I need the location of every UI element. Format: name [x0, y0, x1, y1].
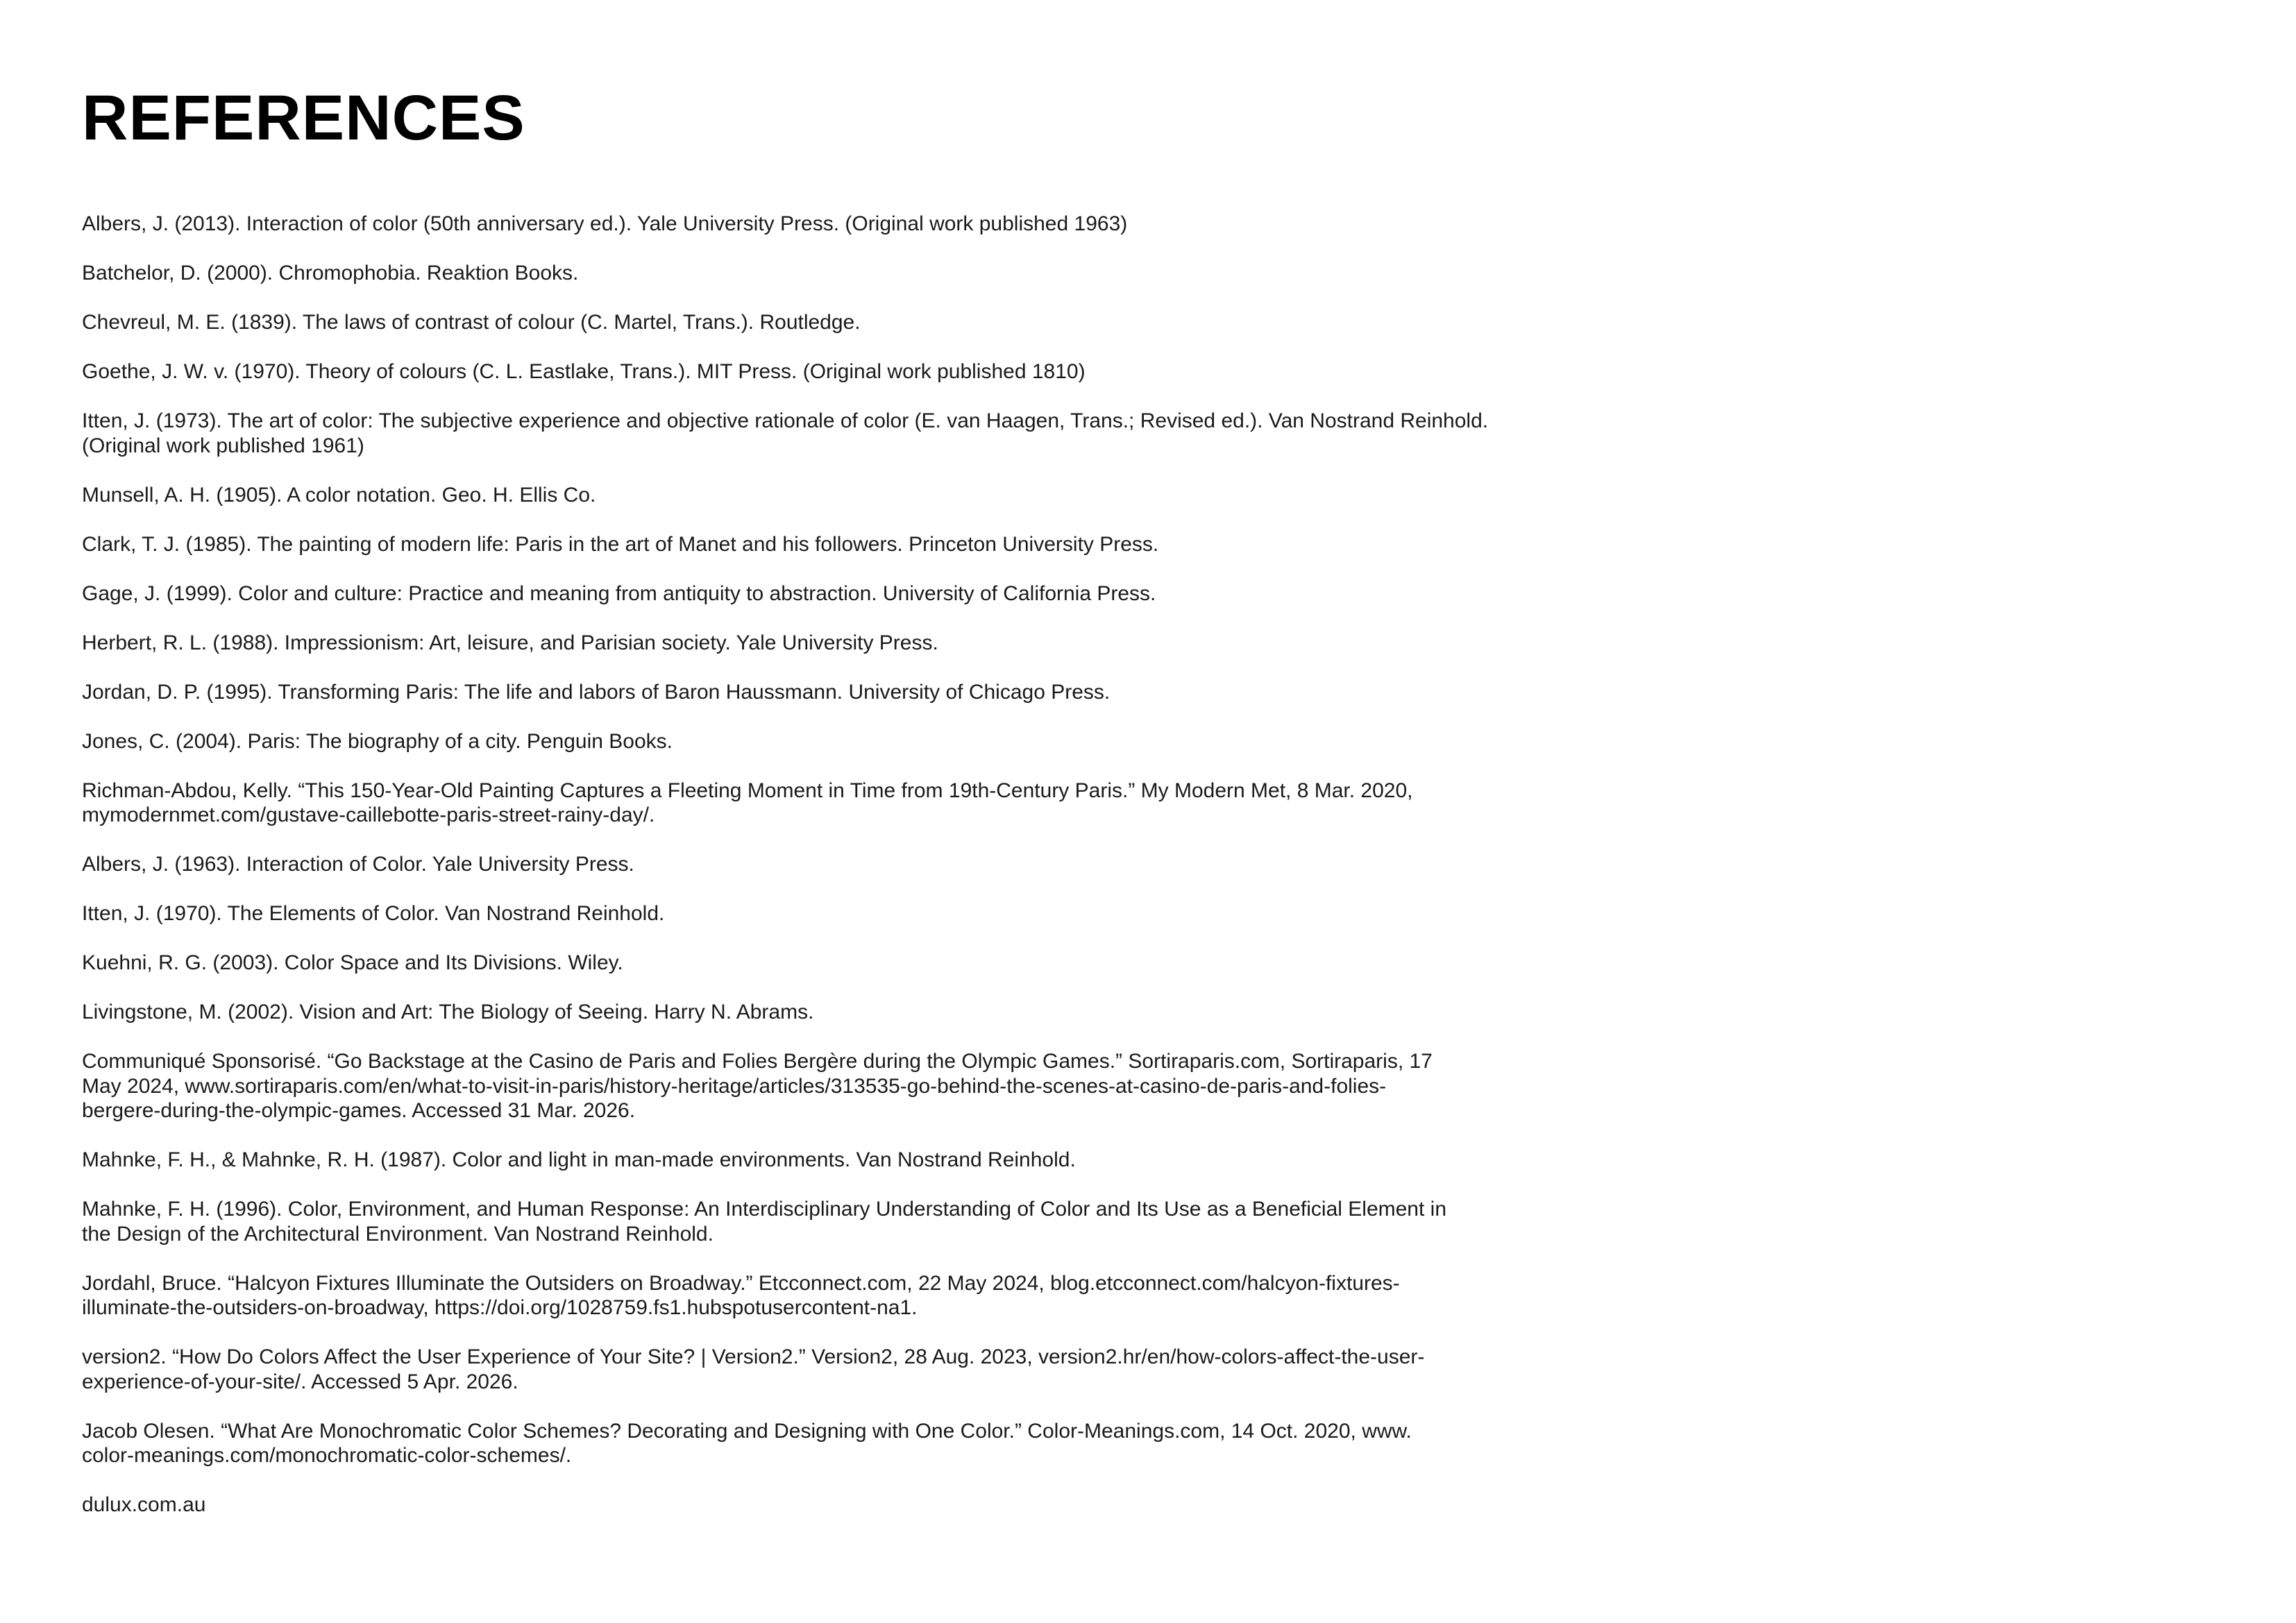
- reference-entry: [82, 852, 1623, 877]
- page-title: REFERENCES: [82, 83, 525, 153]
- reference-entry: [82, 310, 1623, 335]
- reference-text-line: Jordahl, Bruce. “Halcyon Fixtures Illuminate the Outsiders on Broadway.” Etcconnect.com, 22 May 2024, blog.etcconnect.com/halcyon-fixtures-: [82, 1271, 1400, 1295]
- reference-text-line: dulux.com.au: [82, 1493, 206, 1516]
- reference-entry: [82, 631, 1623, 656]
- reference-text-line: illuminate-the-outsiders-on-broadway, https://doi.org/1028759.fs1.hubspotusercontent-na1.: [82, 1296, 918, 1319]
- reference-entry: [82, 1197, 1623, 1246]
- reference-entry: [82, 581, 1623, 606]
- reference-text-line: Livingstone, M. (2002). Vision and Art: The Biology of Seeing. Harry N. Abrams.: [82, 1001, 814, 1023]
- reference-text-line: May 2024, www.sortiraparis.com/en/what-to-visit-in-paris/history-heritage/articles/313535-go-behind-the-scenes-at-casino-de-paris-and-folies-: [82, 1074, 1387, 1098]
- reference-text-line: bergere-during-the-olympic-games. Accessed 31 Mar. 2026.: [82, 1099, 636, 1122]
- reference-text-line: Gage, J. (1999). Color and culture: Practice and meaning from antiquity to abstraction. University of California Press.: [82, 581, 1156, 605]
- reference-list: [82, 212, 1623, 1542]
- reference-entry: [82, 1271, 1623, 1320]
- reference-entry: [82, 951, 1623, 976]
- reference-text-line: the Design of the Architectural Environment. Van Nostrand Reinhold.: [82, 1222, 714, 1246]
- reference-text-line: Herbert, R. L. (1988). Impressionism: Art, leisure, and Parisian society. Yale University Press.: [82, 631, 938, 654]
- reference-text-line: Mahnke, F. H. (1996). Color, Environment, and Human Response: An Interdisciplinary Understanding of Color and Its Use as a Beneficial Element in: [82, 1198, 1447, 1221]
- reference-entry: [82, 680, 1623, 705]
- reference-text-line: Albers, J. (1963). Interaction of Color. Yale University Press.: [82, 853, 634, 876]
- reference-entry: [82, 729, 1623, 754]
- reference-text-line: Goethe, J. W. v. (1970). Theory of colours (C. L. Eastlake, Trans.). MIT Press. (Original work published 1810): [82, 360, 1086, 383]
- reference-text-line: Batchelor, D. (2000). Chromophobia. Reaktion Books.: [82, 262, 579, 284]
- reference-entry: [82, 901, 1623, 926]
- reference-entry: [82, 359, 1623, 384]
- reference-entry: [82, 532, 1623, 557]
- reference-text-line: Munsell, A. H. (1905). A color notation. Geo. H. Ellis Co.: [82, 483, 596, 507]
- reference-text-line: Mahnke, F. H., & Mahnke, R. H. (1987). Color and light in man-made environments. Van Nostrand Reinhold.: [82, 1148, 1076, 1171]
- reference-text-line: Communiqué Sponsorisé. “Go Backstage at the Casino de Paris and Folies Bergère during the Olympic Games.” Sortiraparis.com, Sortiraparis, 17: [82, 1050, 1433, 1073]
- reference-text-line: Kuehni, R. G. (2003). Color Space and Its Divisions. Wiley.: [82, 951, 623, 974]
- reference-text-line: (Original work published 1961): [82, 434, 364, 457]
- reference-entry: [82, 779, 1623, 828]
- reference-text-line: Itten, J. (1973). The art of color: The subjective experience and objective rationale of color (E. van Haagen, Trans.; Revised ed.). Van Nostrand Reinhold.: [82, 409, 1489, 432]
- reference-entry: [82, 1049, 1623, 1123]
- reference-text-line: Itten, J. (1970). The Elements of Color. Van Nostrand Reinhold.: [82, 902, 665, 925]
- reference-entry: [82, 483, 1623, 508]
- reference-entry: [82, 1493, 1623, 1518]
- reference-entry: [82, 1345, 1623, 1394]
- reference-entry: [82, 1148, 1623, 1173]
- reference-text-line: Jordan, D. P. (1995). Transforming Paris: The life and labors of Baron Haussmann. University of Chicago Press.: [82, 680, 1111, 704]
- reference-entry: [82, 261, 1623, 286]
- reference-entry: [82, 1419, 1623, 1468]
- reference-text-line: Jacob Olesen. “What Are Monochromatic Color Schemes? Decorating and Designing with One Color.” Color-Meanings.com, 14 Oct. 2020, www.: [82, 1419, 1412, 1443]
- reference-text-line: Clark, T. J. (1985). The painting of modern life: Paris in the art of Manet and his followers. Princeton University Press.: [82, 532, 1159, 556]
- reference-text-line: Chevreul, M. E. (1839). The laws of contrast of colour (C. Martel, Trans.). Routledge.: [82, 311, 861, 334]
- reference-text-line: Albers, J. (2013). Interaction of color (50th anniversary ed.). Yale University Press. (Original work published 1963): [82, 212, 1128, 235]
- reference-text-line: experience-of-your-site/. Accessed 5 Apr. 2026.: [82, 1370, 518, 1393]
- reference-text-line: Richman-Abdou, Kelly. “This 150-Year-Old Painting Captures a Fleeting Moment in Time from 19th-Century Paris.” My Modern Met, 8 Mar. 2020,: [82, 779, 1413, 802]
- reference-text-line: version2. “How Do Colors Affect the User Experience of Your Site? | Version2.” Version2, 28 Aug. 2023, version2.hr/en/how-colors-affect-the-user-: [82, 1345, 1425, 1368]
- reference-text-line: mymodernmet.com/gustave-caillebotte-paris-street-rainy-day/.: [82, 804, 655, 826]
- reference-entry: [82, 212, 1623, 237]
- reference-text-line: color-meanings.com/monochromatic-color-schemes/.: [82, 1444, 572, 1467]
- reference-entry: [82, 1000, 1623, 1025]
- reference-text-line: Jones, C. (2004). Paris: The biography of a city. Penguin Books.: [82, 729, 673, 753]
- reference-entry: [82, 409, 1623, 458]
